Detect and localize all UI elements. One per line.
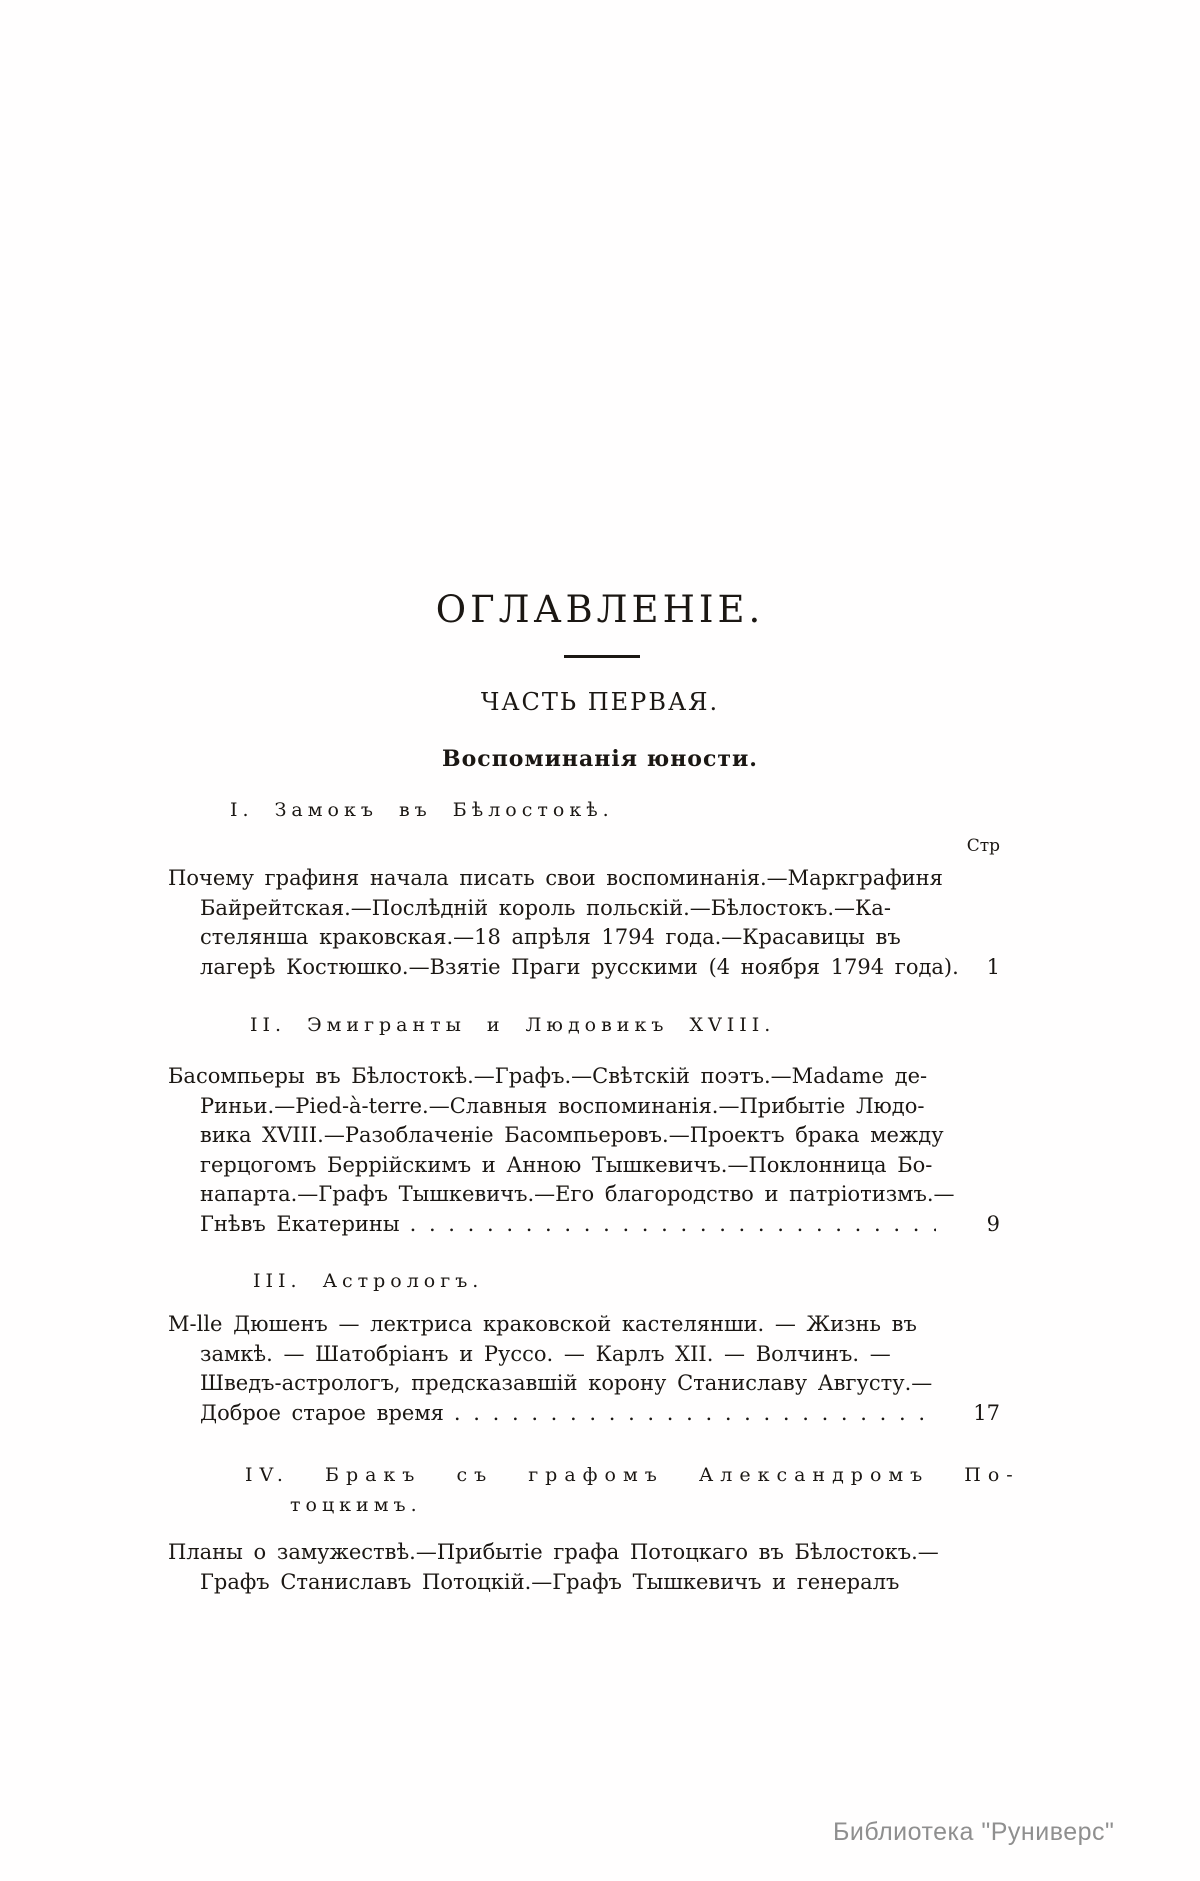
summary-line: [168, 1121, 1000, 1151]
chapter-1-heading: I. Замокъ въ Бѣлостокѣ.: [230, 799, 614, 821]
part-subheading: Воспоминанія юности.: [442, 746, 758, 772]
summary-line: [168, 1340, 1000, 1370]
summary-line-text: Риньи.—Pied-à-terre.—Славныя воспоминанія.—Прибытіе Людо-: [200, 1093, 925, 1118]
summary-line: [168, 1369, 1000, 1399]
chapter-1-page-number: 1: [986, 954, 1000, 979]
summary-line: [168, 1310, 1000, 1340]
toc-content: [168, 0, 1020, 1881]
summary-line-text: Гнѣвъ Екатерины: [200, 1211, 400, 1236]
summary-line: [168, 1062, 1000, 1092]
summary-line-text: Басомпьеры въ Бѣлостокѣ.—Графъ.—Свѣтскій поэтъ.—Madame де-: [168, 1064, 928, 1088]
summary-line-text: напарта.—Графъ Тышкевичъ.—Его благородство и патріотизмъ.—: [200, 1182, 955, 1206]
summary-line-text: Доброе старое время: [200, 1400, 444, 1425]
summary-line-text: Почему графиня начала писать свои воспоминанія.—Маркграфиня: [168, 866, 943, 890]
chapter-3-page-number: 17: [973, 1400, 1000, 1425]
summary-line: [168, 1399, 1000, 1429]
dot-leader: [410, 1210, 936, 1240]
summary-line: [168, 864, 1000, 894]
summary-line: [168, 1568, 1000, 1598]
summary-line-text: стелянша краковская.—18 апрѣля 1794 года.—Красавицы въ: [200, 925, 901, 949]
summary-line-text: Шведъ-астрологъ, предсказавшій корону Станиславу Августу.—: [200, 1371, 933, 1395]
page-column-label: Стр: [966, 836, 1000, 856]
chapter-2-summary: [168, 1062, 1000, 1239]
summary-line: [168, 1151, 1000, 1181]
summary-line-text: вика XVIII.—Разоблаченіе Басомпьеровъ.—Проектъ брака между: [200, 1123, 944, 1147]
summary-line: [168, 923, 1000, 953]
summary-line: [168, 953, 1000, 983]
chapter-3-summary: [168, 1310, 1000, 1428]
summary-line: [168, 894, 1000, 924]
chapter-4-heading-line-1: IV. Бракъ съ графомъ Александромъ По-: [245, 1464, 1020, 1486]
watermark: Библиотека "Руниверс": [833, 1818, 1115, 1846]
summary-line-text: Графъ Станиславъ Потоцкій.—Графъ Тышкевичъ и генералъ: [200, 1569, 900, 1594]
summary-line-text: Байрейтская.—Послѣдній король польскій.—Бѣлостокъ.—Ка-: [200, 895, 891, 920]
summary-line: [168, 1092, 1000, 1122]
summary-line-text: M-lle Дюшенъ — лектриса краковской кастелянши. — Жизнь въ: [168, 1312, 917, 1336]
chapter-1-summary: [168, 864, 1000, 982]
chapter-2-page-number: 9: [986, 1211, 1000, 1236]
chapter-4-summary: [168, 1538, 1000, 1597]
summary-line: [168, 1538, 1000, 1568]
summary-line-text: Планы о замужествѣ.—Прибытіе графа Потоцкаго въ Бѣлостокъ.—: [168, 1540, 939, 1564]
summary-line: [168, 1180, 1000, 1210]
summary-line-text: герцогомъ Беррійскимъ и Анною Тышкевичъ.—Поклонница Бо-: [200, 1152, 933, 1177]
chapter-2-heading: II. Эмигранты и Людовикъ XVIII.: [250, 1014, 776, 1036]
summary-line-text: замкѣ. — Шатобріанъ и Руссо. — Карлъ XII. — Волчинъ. —: [200, 1341, 891, 1366]
summary-line-text: лагерѣ Костюшко.—Взятіе Праги русскими (4 ноября 1794 года).: [200, 954, 959, 979]
chapter-4-heading-line-2: тоцкимъ.: [290, 1494, 422, 1516]
summary-line: [168, 1210, 1000, 1240]
page-title: ОГЛАВЛЕНІЕ.: [435, 588, 765, 631]
part-heading: ЧАСТЬ ПЕРВАЯ.: [480, 688, 720, 716]
chapter-3-heading: III. Астрологъ.: [253, 1270, 484, 1292]
dot-leader: [454, 1399, 936, 1429]
